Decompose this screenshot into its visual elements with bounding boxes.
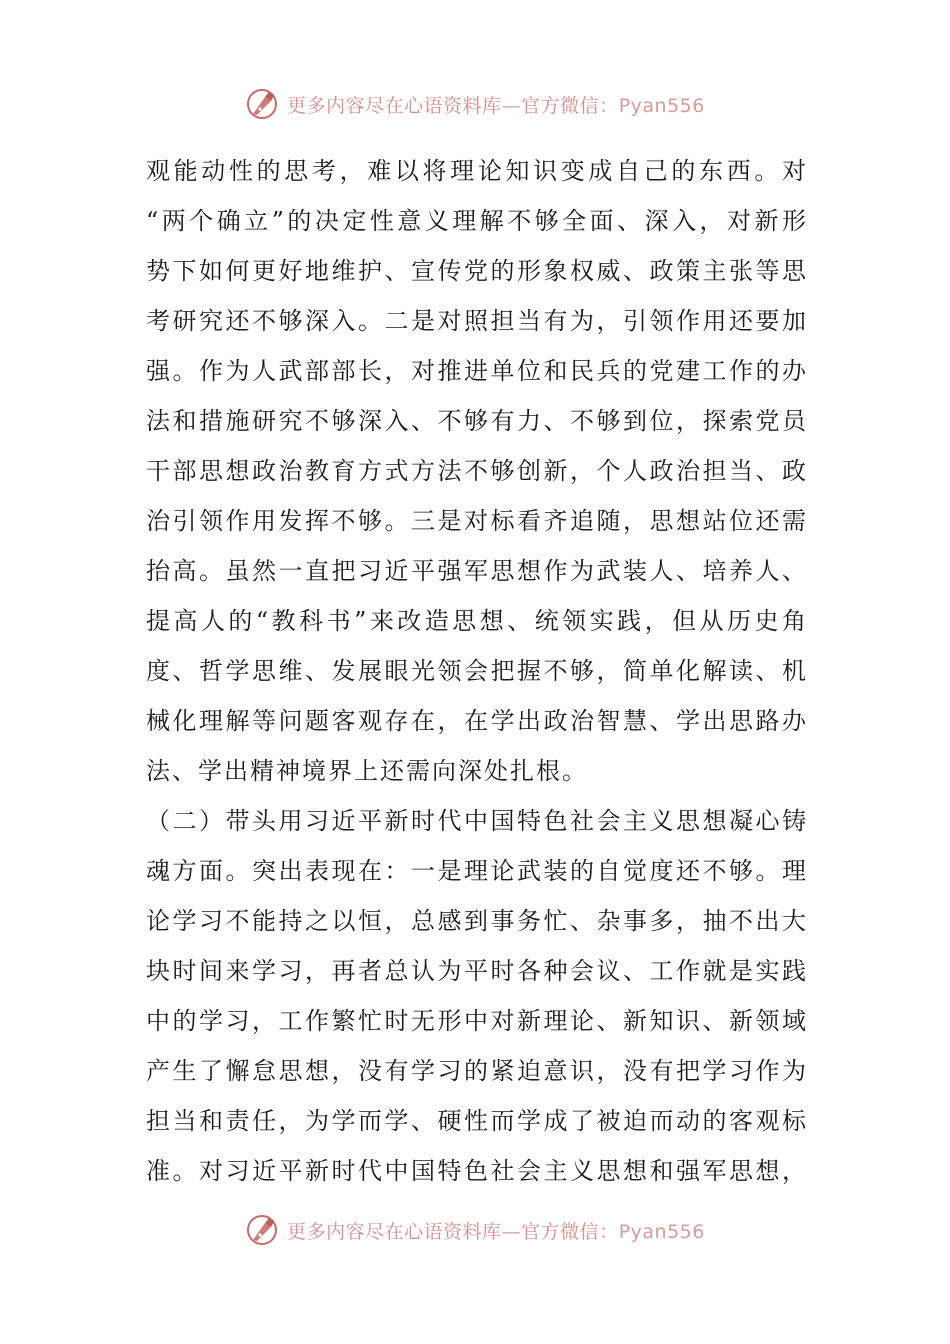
pen-nib-logo-icon [245,1213,279,1247]
watermark-wechat-id: Pyan556 [618,94,705,117]
text-line: 械化理解等问题客观存在，在学出政治智慧、学出思路办 [146,707,808,735]
watermark-separator: — [501,94,522,117]
text-line: 法和措施研究不够深入、不够有力、不够到位，探索党员 [146,407,808,435]
text-line: 准。对习近平新时代中国特色社会主义思想和强军思想， [146,1157,808,1185]
text-line: 法、学出精神境界上还需向深处扎根。 [146,757,588,785]
watermark-wechat-label: 官方微信： [521,1220,619,1243]
text-line: 提高人的“教科书”来改造思想、统领实践，但从历史角 [146,607,808,635]
text-line: 干部思想政治教育方式方法不够创新，个人政治担当、政 [146,457,808,485]
text-line: “两个确立”的决定性意义理解不够全面、深入，对新形 [146,207,808,235]
footer-watermark [0,1210,950,1250]
text-line: 中的学习，工作繁忙时无形中对新理论、新知识、新领域 [146,1007,808,1035]
watermark-wechat-label: 官方微信： [521,94,619,117]
text-line: 治引领作用发挥不够。三是对标看齐追随，思想站位还需 [146,507,808,535]
text-line: 担当和责任，为学而学、硬性而学成了被迫而动的客观标 [146,1107,808,1135]
text-line: 抬高。虽然一直把习近平强军思想作为武装人、培养人、 [146,557,808,585]
watermark-text [287,1217,705,1244]
text-line: 度、哲学思维、发展眼光领会把握不够，简单化解读、机 [146,657,808,685]
watermark-text [287,91,705,118]
text-line: 考研究还不够深入。二是对照担当有为，引领作用还要加 [146,307,808,335]
watermark-brand: 更多内容尽在心语资料库 [287,94,502,117]
watermark-separator: — [501,1220,522,1243]
text-line: 魂方面。突出表现在：一是理论武装的自觉度还不够。理 [146,857,808,885]
pen-nib-logo-icon [245,87,279,121]
text-line: 观能动性的思考，难以将理论知识变成自己的东西。对 [146,157,808,185]
watermark-wechat-id: Pyan556 [618,1220,705,1243]
document-body [146,146,808,1196]
text-line: 产生了懈怠思想，没有学习的紧迫意识，没有把学习作为 [146,1057,808,1085]
text-line: （二）带头用习近平新时代中国特色社会主义思想凝心铸 [146,807,808,835]
text-line: 块时间来学习，再者总认为平时各种会议、工作就是实践 [146,957,808,985]
text-line: 势下如何更好地维护、宣传党的形象权威、政策主张等思 [146,257,808,285]
watermark-brand: 更多内容尽在心语资料库 [287,1220,502,1243]
header-watermark [0,84,950,124]
text-line: 强。作为人武部部长，对推进单位和民兵的党建工作的办 [146,357,808,385]
text-line: 论学习不能持之以恒，总感到事务忙、杂事多，抽不出大 [146,907,808,935]
